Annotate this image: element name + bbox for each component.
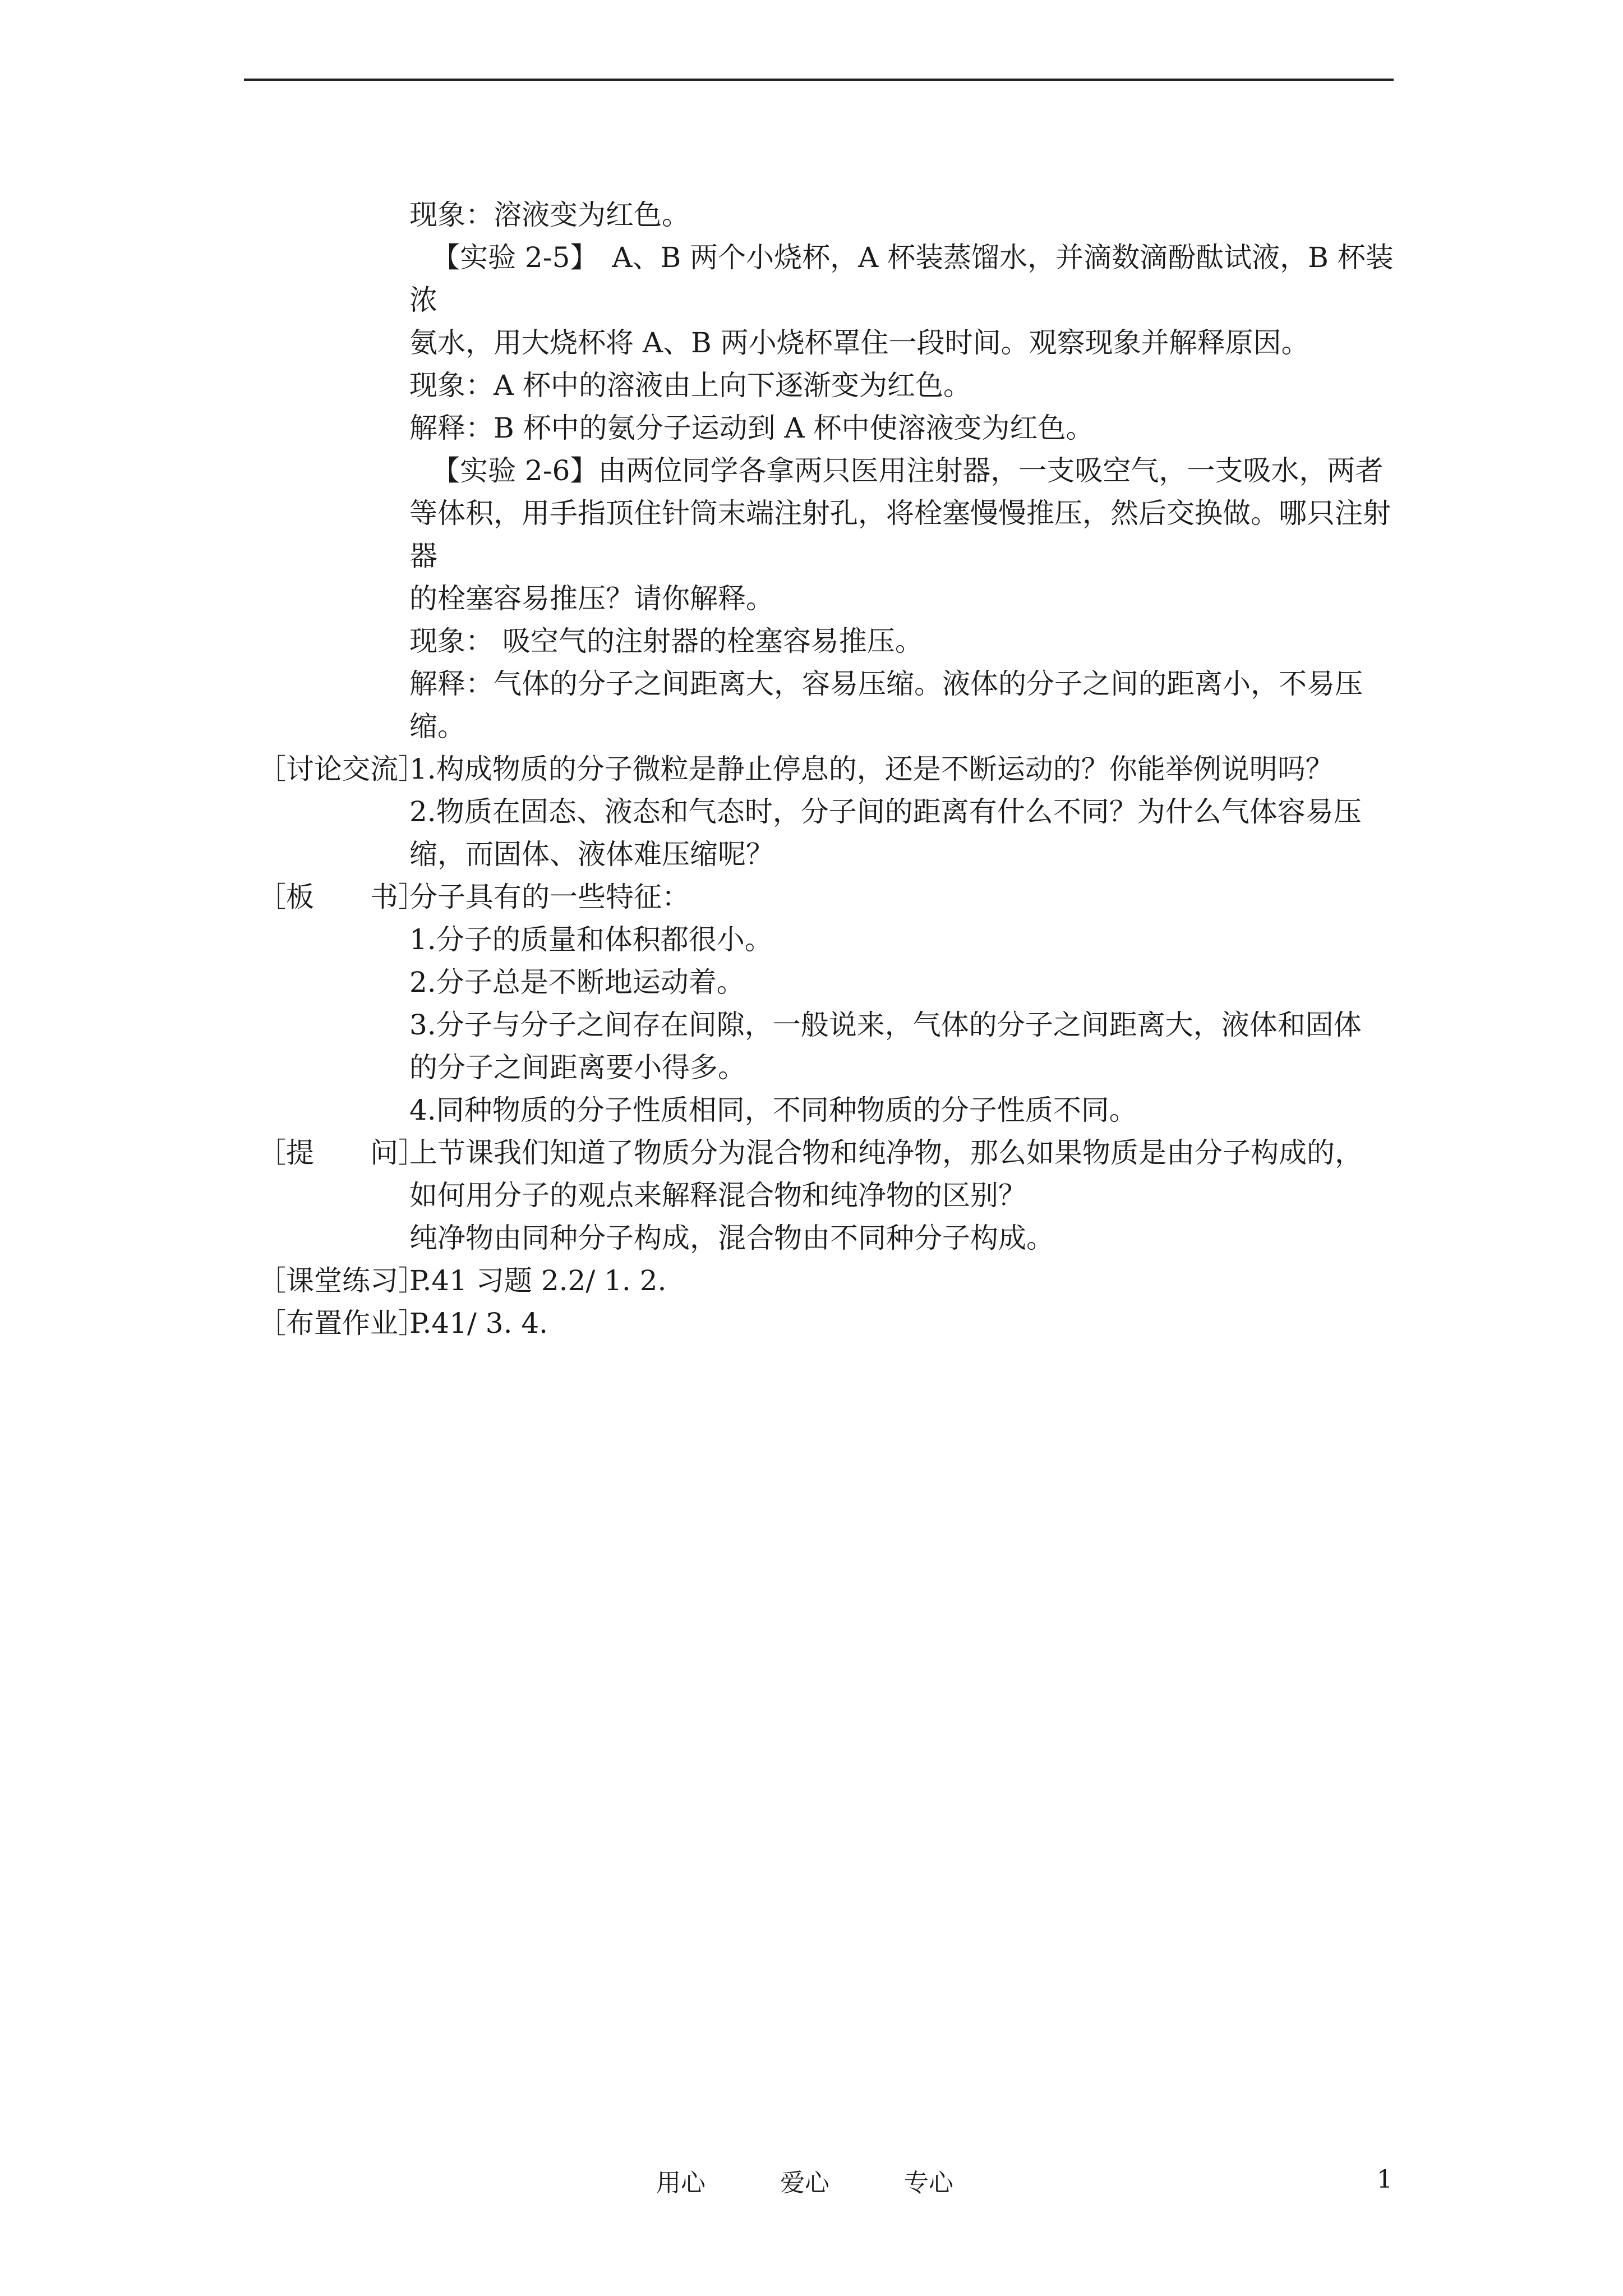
discuss-question-2: 2.物质在固态、液态和气态时，分子间的距离有什么不同？为什么气体容易压 xyxy=(409,795,1362,828)
line-explanation-2: 解释：气体的分子之间距离大，容易压缩。液体的分子之间的距离小，不易压 xyxy=(409,668,1363,700)
ask-label: ［提 问］ xyxy=(258,1137,426,1169)
ask-question-cont: 如何用分子的观点来解释混合物和纯净物的区别？ xyxy=(409,1179,1026,1212)
line-experiment-2-5-cont: 氨水，用大烧杯将 A、B 两小烧杯罩住一段时间。观察现象并解释原因。 xyxy=(409,326,1310,359)
practice-section xyxy=(258,1259,1402,1302)
footer-word-3: 专心 xyxy=(904,2169,953,2197)
line-experiment-2-6-cont1: 等体积，用手指顶住针筒末端注射孔，将栓塞慢慢推压，然后交换做。哪只注射器 xyxy=(409,497,1391,572)
line-phenomenon-2: 现象：A 杯中的溶液由上向下逐渐变为红色。 xyxy=(409,369,972,402)
homework-section xyxy=(258,1302,1402,1345)
board-point-2: 2.分子总是不断地运动着。 xyxy=(409,966,745,999)
board-point-1: 1.分子的质量和体积都很小。 xyxy=(409,923,773,956)
board-section xyxy=(258,876,1402,918)
discuss-question-1: 1.构成物质的分子微粒是静止停息的，还是不断运动的？你能举例说明吗？ xyxy=(409,753,1334,785)
board-label: ［板 书］ xyxy=(258,881,426,913)
board-point-3: 3.分子与分子之间存在间隙，一般说来，气体的分子之间距离大，液体和固体 xyxy=(409,1009,1362,1041)
document-body xyxy=(258,194,1402,1345)
practice-label: ［课堂练习］ xyxy=(258,1264,426,1297)
line-experiment-2-6-cont2: 的栓塞容易推压？请你解释。 xyxy=(409,582,774,615)
discuss-question-2-cont: 缩，而固体、液体难压缩呢？ xyxy=(409,838,774,871)
page-number: 1 xyxy=(1377,2165,1393,2194)
line-experiment-2-5: 【实验 2-5】 A、B 两个小烧杯，A 杯装蒸馏水，并滴数滴酚酞试液，B 杯装浓 xyxy=(409,241,1394,316)
header-rule xyxy=(244,79,1394,81)
discuss-label: ［讨论交流］ xyxy=(258,753,426,785)
footer-word-2: 爱心 xyxy=(780,2169,829,2197)
discuss-section xyxy=(258,748,1402,790)
page-footer xyxy=(656,2162,953,2198)
homework-text: P.41/ 3. 4. xyxy=(409,1307,548,1340)
footer-word-1: 用心 xyxy=(656,2169,706,2197)
line-explanation-1: 解释：B 杯中的氨分子运动到 A 杯中使溶液变为红色。 xyxy=(409,412,1094,444)
ask-answer: 纯净物由同种分子构成，混合物由不同种分子构成。 xyxy=(409,1222,1054,1254)
homework-label: ［布置作业］ xyxy=(258,1307,426,1340)
ask-section xyxy=(258,1131,1402,1174)
line-experiment-2-6: 【实验 2-6】由两位同学各拿两只医用注射器，一支吸空气，一支吸水，两者 xyxy=(432,454,1384,487)
board-point-3-cont: 的分子之间距离要小得多。 xyxy=(409,1051,746,1084)
practice-text: P.41 习题 2.2/ 1. 2. xyxy=(409,1264,667,1297)
line-explanation-2-cont: 缩。 xyxy=(409,710,465,743)
ask-question: 上节课我们知道了物质分为混合物和纯净物，那么如果物质是由分子构成的， xyxy=(409,1137,1363,1169)
board-point-4: 4.同种物质的分子性质相同，不同种物质的分子性质不同。 xyxy=(409,1094,1137,1126)
line-phenomenon-1: 现象：溶液变为红色。 xyxy=(409,199,690,231)
board-title: 分子具有的一些特征： xyxy=(409,881,690,913)
line-phenomenon-3: 现象： 吸空气的注射器的栓塞容易推压。 xyxy=(409,625,923,657)
